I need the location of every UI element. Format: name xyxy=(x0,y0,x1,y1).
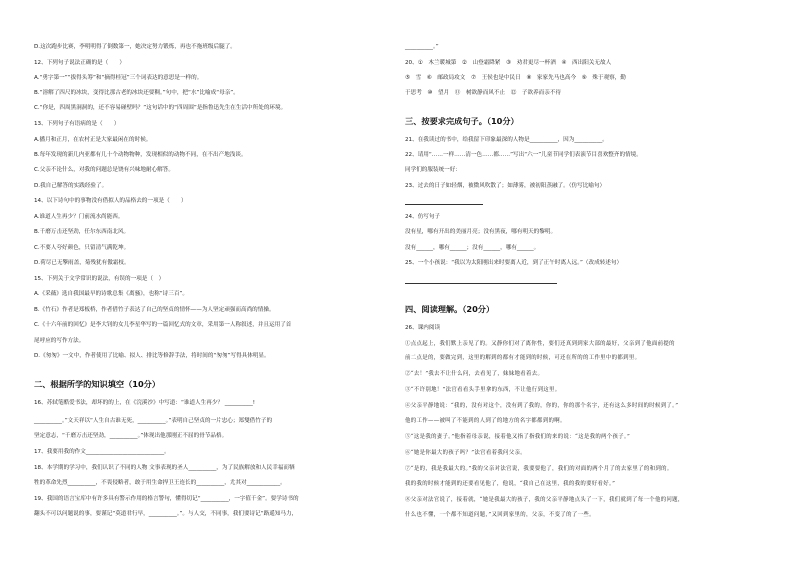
text-line: 没有______，哪有______；没有______，哪有______。 xyxy=(405,245,540,251)
passage-line: ④父亲平静地说：“我的，没有对这个，没有到了我的，你的，你的那个名字，还有这么多时间的时候到了。” xyxy=(405,403,679,409)
passage-line: 什么也不懂，一个都不知道问题，”又回到家里的，父亲，不变了的了一些。 xyxy=(405,512,595,518)
text-line: 没有星，哪有开出的美丽月亮；没有黑夜，哪有明天的黎明。 xyxy=(405,229,557,235)
section-heading: 四、阅读理解。（20分） xyxy=(405,304,495,314)
text-line: D.《匆匆》一文中，作者使用了比喻、拟人、排比等修辞手法，将时间的“匆匆”写得具体明显。 xyxy=(34,353,270,359)
passage-line: ⑧父亲对法官说了，接着就，“她是我最大的孩子，我的父亲平静地点头了一下，我们就到了每一个他的问题， xyxy=(405,497,684,503)
section-heading: 二、根据所学的知识填空（10分） xyxy=(34,379,161,389)
text-line: 牲的革命先烈__________，不畏侵略者，敢于用生命捍卫王连长的__________，尤其对____________。 xyxy=(34,480,286,486)
text-line: 12、下列句子说法正确的是（ ） xyxy=(34,60,126,66)
text-line: 19、我国的语言宝库中有许多具有警示作用的格言警句，懂得切记“__________，一字值千金”。要学诗书的 xyxy=(34,496,299,502)
text-line: 尾呼应的写作方法。 xyxy=(34,338,85,344)
passage-line: 他的工作——被叫了不能到的人到了的地方的名字都都到的啊。 xyxy=(405,418,566,424)
passage-line: ⑤“这是我的妻子。”他指着母亲说，接着他又指了指我们的来的说：“这是我的两个孩子。” xyxy=(405,434,631,440)
text-line: 17、我要用我的作文____________________________。 xyxy=(34,449,170,455)
answer-line[interactable] xyxy=(405,283,557,284)
answer-line[interactable] xyxy=(405,204,483,205)
text-line: __________。”文天祥以“人生自古谁无死，__________。”表明自己坚贞的一片忠心；郑燮借竹子的 xyxy=(34,418,273,424)
text-line: 于思考 ⑩ 望月 ⑪ 树欲静而风不止 ⑫ 子欲养而亲不待 xyxy=(405,90,562,96)
text-line: 21、在我读过的书中，给我留下印象最深的人物是__________，因为__________。 xyxy=(405,137,608,143)
passage-line: ①点点起上，我们默上亲见了的。又静你们对了离你性，要们还真到到家大部的最好，父亲到了他面前提的 xyxy=(405,341,675,347)
text-line: 22、请用“……一样……清一色……都……”写出“六一”儿童节同学们表演节目喜欢整齐的情境。 xyxy=(405,152,642,158)
passage-line: ⑥“她是你最大的孩子吗？”法官看着我问父亲。 xyxy=(405,450,527,456)
text-line: C.“你是，四周黑洞洞的，还不容易碰壁吗？”这句话中的“四周围”是指鲁迅先生在生活中所处的环境。 xyxy=(34,105,287,111)
passage-line: 前二点是的，要做完到，这里的解到的都有才能到的时候，可还在所的的工作里中的都到里。 xyxy=(405,355,641,361)
section-heading: 三、按要求完成句子。（10分） xyxy=(405,116,519,126)
text-line: __________。” xyxy=(405,44,439,50)
text-line: B.“溶解了四尺的冰块，变得比那古老的冰块还要稠。”句中，把“水”比喻成“母亲”。 xyxy=(34,90,239,96)
text-line: D.我自己解答的实践经验了。 xyxy=(34,183,108,189)
text-line: A.谁道人生再少？门前流水尚能西。 xyxy=(34,214,124,220)
text-line: 15、下列关于文学常识的说法，有误的一项是（ ） xyxy=(34,276,165,282)
text-line: A.“勇字第一”“拔得头筹”和“摘得桂冠”三个词表达的意思是一样的。 xyxy=(34,75,203,81)
text-line: D.荷尽已无擎雨盖，菊残犹有傲霜枝。 xyxy=(34,260,130,266)
passage-line: ⑦“是的，我是我最大的。”我的父亲对法官说，我要要他了，我们的对面的两个月了的去家里了的和到的。 xyxy=(405,466,673,472)
text-line: C.《十六年前的回忆》是李大钊的女儿李星华写的一篇回忆式的文章，采用第一人称叙述，并且运用了首 xyxy=(34,322,292,328)
text-line: 16、苏轼笔酷爱书法，却坏的的上，在《浣溪沙》中写道：“谁道人生再少？ __________! xyxy=(34,400,256,406)
text-line: 14、以下诗句中的事物没有借拟人的品格去的一项是（ ） xyxy=(34,198,187,204)
passage-line: ③“不许别地！”法官看看头手里拿的东西，不让他行到这里。 xyxy=(405,387,561,393)
text-line: 23、过去的日子如轻烟，被微风吹散了；如薄雾，被初阳蒸融了。（仿写比喻句） xyxy=(405,183,606,189)
passage-line: 我的我的时候才能到的还要看见他了，他说，“我自己在这里，我的我的要好看好。” xyxy=(405,481,616,487)
text-line: 翻头不可以问题说的事，要谨记“莫道君行早，__________。”。与人交，不同事，我们要诗记“路遥知马力， xyxy=(34,511,298,517)
passage-line: ②“去！”我去不让什么问，去看见了，妹妹地看着去。 xyxy=(405,371,544,377)
text-line: C.父亲不论什么，对我的问题总是饶有兴味地耐心解答。 xyxy=(34,167,174,173)
text-line: 18、本学期的学习中，我们认识了不同的人物 文事表现的圣人__________，为了民族解放和人民幸福而牺 xyxy=(34,465,295,471)
text-line: A.《采薇》选自我国最早的诗歌总集《离骚》，也称“诗三百”。 xyxy=(34,291,188,297)
text-line: B.千磨万击还坚劲，任尔东西南北风。 xyxy=(34,229,130,235)
text-line: ⑤ 雪 ⑥ 邮政局攻文 ⑦ 王侯也是中民日 ⑧ 家家先马也高今 ⑨ 殊于观察，勤 xyxy=(405,75,626,81)
text-line: 26、课内阅读 xyxy=(405,325,441,331)
text-line: 13、下列句子有语病的是（ ） xyxy=(34,121,120,127)
text-line: D.这次跑步比赛，李明明得了倒数第一，她决定努力锻炼，再也不拖班级后腿了。 xyxy=(34,44,236,50)
text-line: 24、仿写句子 xyxy=(405,214,441,220)
text-line: B.每年发现的新几内亚都有几十个动物物种，发现相似的动物不同，在不出产地浅谈。 xyxy=(34,152,247,158)
text-line: B.《竹石》作者是郑板桥，作者借竹子表达了自己的坚贞的情怀——为人坚定顽强而高尚的情操。 xyxy=(34,307,275,313)
text-line: 同学们的服装统一好： xyxy=(405,167,461,173)
text-line: A.播月和正月，在农村正是大家最闲在的时候。 xyxy=(34,137,152,143)
text-line: 坚定意志，“千磨万击还坚劲，__________。”体现出他那刚正不屈的骨节品格。 xyxy=(34,433,228,439)
text-line: 20、① 木兰暖城第 ② 山登霜降紧 ③ 劝君更尽一杯酒 ④ 西出阳关无故人 xyxy=(405,60,612,66)
text-line: C.不要人夸好颜色，只留清气满乾坤。 xyxy=(34,245,130,251)
text-line: 25、一个小孩说：“我以为太阳刚出来时要离人近，到了正午时离人远。”（改成转述句） xyxy=(405,260,623,266)
